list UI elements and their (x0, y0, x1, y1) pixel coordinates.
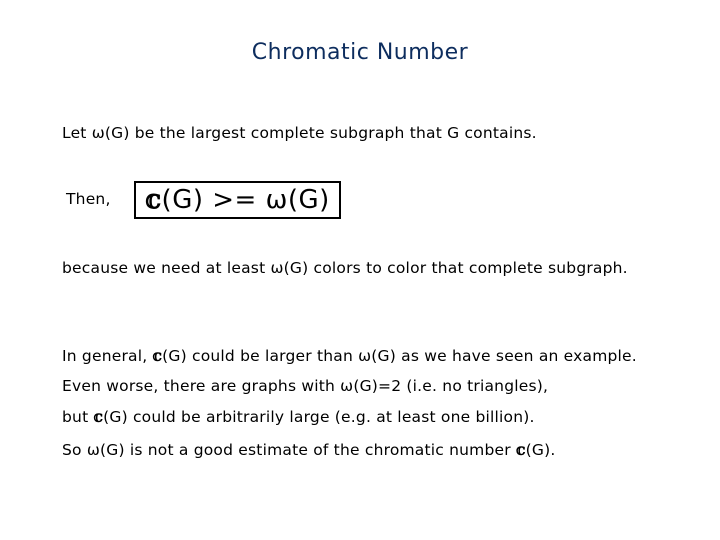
so-suffix: (G). (525, 441, 556, 459)
general-text (62, 346, 637, 365)
chromatic-symbol: 𝕔 (93, 407, 104, 426)
then-label: Then, (66, 190, 111, 208)
chromatic-symbol: 𝕔 (145, 185, 162, 215)
chromatic-symbol: 𝕔 (515, 440, 526, 459)
definition-text: Let ω(G) be the largest complete subgraph that G contains. (62, 124, 537, 142)
general-prefix: In general, (62, 347, 153, 365)
but-suffix: (G) could be arbitrarily large (e.g. at least one billion). (103, 408, 535, 426)
worse-text: Even worse, there are graphs with ω(G)=2 (i.e. no triangles), (62, 377, 549, 395)
so-prefix: So ω(G) is not a good estimate of the chromatic number (62, 441, 516, 459)
chromatic-symbol: 𝕔 (152, 346, 163, 365)
because-text: because we need at least ω(G) colors to color that complete subgraph. (62, 259, 628, 277)
general-suffix: (G) could be larger than ω(G) as we have seen an example. (162, 347, 637, 365)
slide-title: Chromatic Number (251, 40, 469, 65)
formula-text: (G) >= ω(G) (161, 185, 330, 215)
but-prefix: but (62, 408, 94, 426)
but-text (62, 407, 535, 426)
formula-box (134, 181, 341, 219)
formula (145, 185, 330, 215)
so-text (62, 440, 555, 459)
